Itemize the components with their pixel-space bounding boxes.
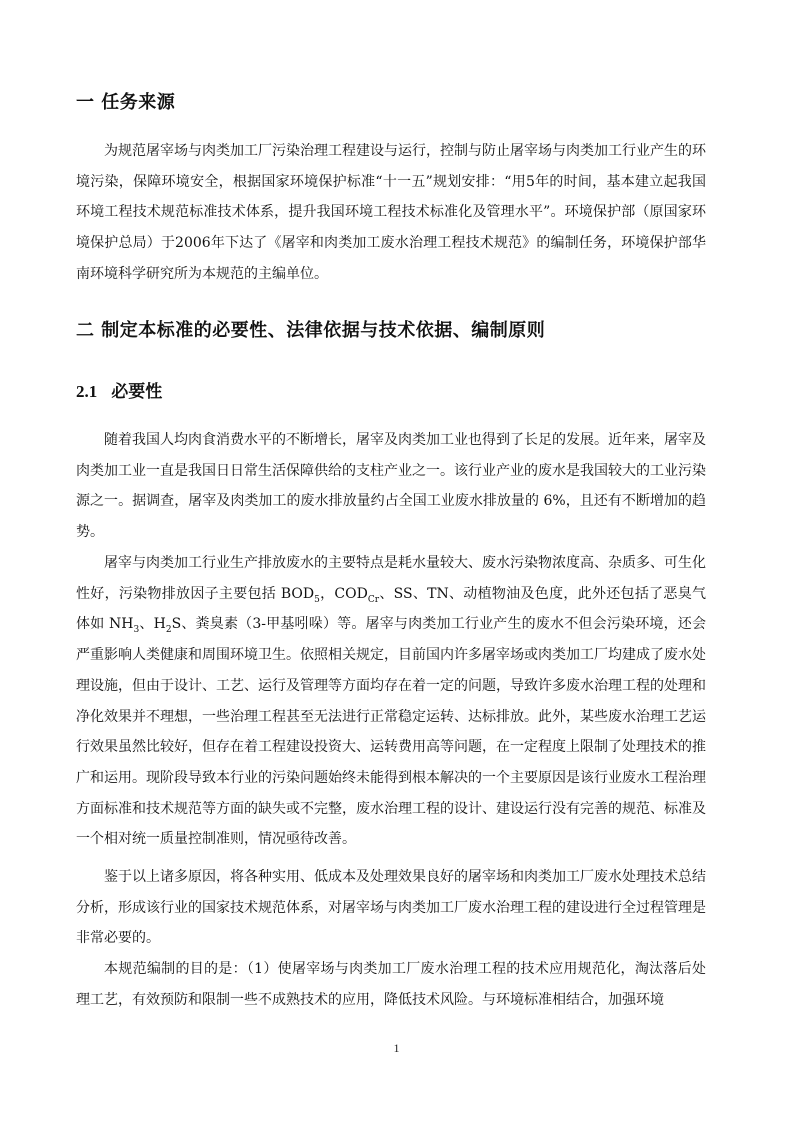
section-heading-task-source: 一 任务来源 [76,92,176,113]
subsection-heading-necessity [76,377,162,402]
paragraph-task-source: 为规范屠宰场与肉类加工厂污染治理工程建设与运行，控制与防止屠宰场与肉类加工行业产生的环境污染，保障环境安全，根据国家环境保护标准“十一五”规划安排：“用5年的时间，基本建立起我国环境工程技术规范标准技术体系，提升我国环境工程技术标准化及管理水平”。环境保护部（原国家环境保护总局）于2006年下达了《屠宰和肉类加工废水治理工程技术规范》的编制任务，环境保护部华南环境科学研究所为本规范的主编单位。 [76,143,706,282]
subsection-number: 2.1 [76,382,98,401]
paragraph-wastewater-characteristics: 屠宰与肉类加工行业生产排放废水的主要特点是耗水量较大、废水污染物浓度高、杂质多、可生化性好，污染物排放因子主要包括 $BOD_5$，$COD_{Cr}$、SS、TN、动植物油及色度，此外还包括了恶臭气体如 $NH_3$、$H_2S$、粪臭素（3-甲基吲哚）等。屠宰与肉类加工行业产生的废水不但会污染环境，还会严重影响人类健康和周围环境卫生。依照相关规定，目前国内许多屠宰场或肉类加工厂均建成了废水处理设施，但由于设计、工艺、运行及管理等方面均存在着一定的问题，导致许多废水治理工程的处理和净化效果并不理想，一些治理工程甚至无法进行正常稳定运转、达标排放。此外，某些废水治理工艺运行效果虽然比较好，但存在着工程建设投资大、运转费用高等问题，在一定程度上限制了处理技术的推广和运用。现阶段导致本行业的污染问题始终未能得到根本解决的一个主要原因是该行业废水工程治理方面标准和技术规范等方面的缺失或不完整，废水治理工程的设计、建设运行没有完善的规范、标准及一个相对统一质量控制准则，情况亟待改善。 [76,555,706,848]
paragraph-purpose: 本规范编制的目的是：（1）使屠宰场与肉类加工厂废水治理工程的技术应用规范化，淘汰落后处理工艺，有效预防和限制一些不成熟技术的应用，降低技术风险。与环境标准相结合，加强环境 [76,961,706,1008]
subsection-title: 必要性 [111,382,163,402]
section-heading-necessity-basis: 二 制定本标准的必要性、法律依据与技术依据、编制原则 [76,320,546,341]
paragraph-conclusion-necessity: 鉴于以上诸多原因，将各种实用、低成本及处理效果良好的屠宰场和肉类加工厂废水处理技术总结分析，形成该行业的国家技术规范体系，对屠宰场与肉类加工厂废水治理工程的建设进行全过程管理是非常必要的。 [76,869,706,947]
paragraph-industry-growth: 随着我国人均肉食消费水平的不断增长，屠宰及肉类加工业也得到了长足的发展。近年来，屠宰及肉类加工业一直是我国日日常生活保障供给的支柱产业之一。该行业产业的废水是我国较大的工业污染源之一。据调查，屠宰及肉类加工的废水排放量约占全国工业废水排放量的 6%，且还有不断增加的趋势。 [76,432,706,541]
page-number: 1 [393,1041,400,1055]
